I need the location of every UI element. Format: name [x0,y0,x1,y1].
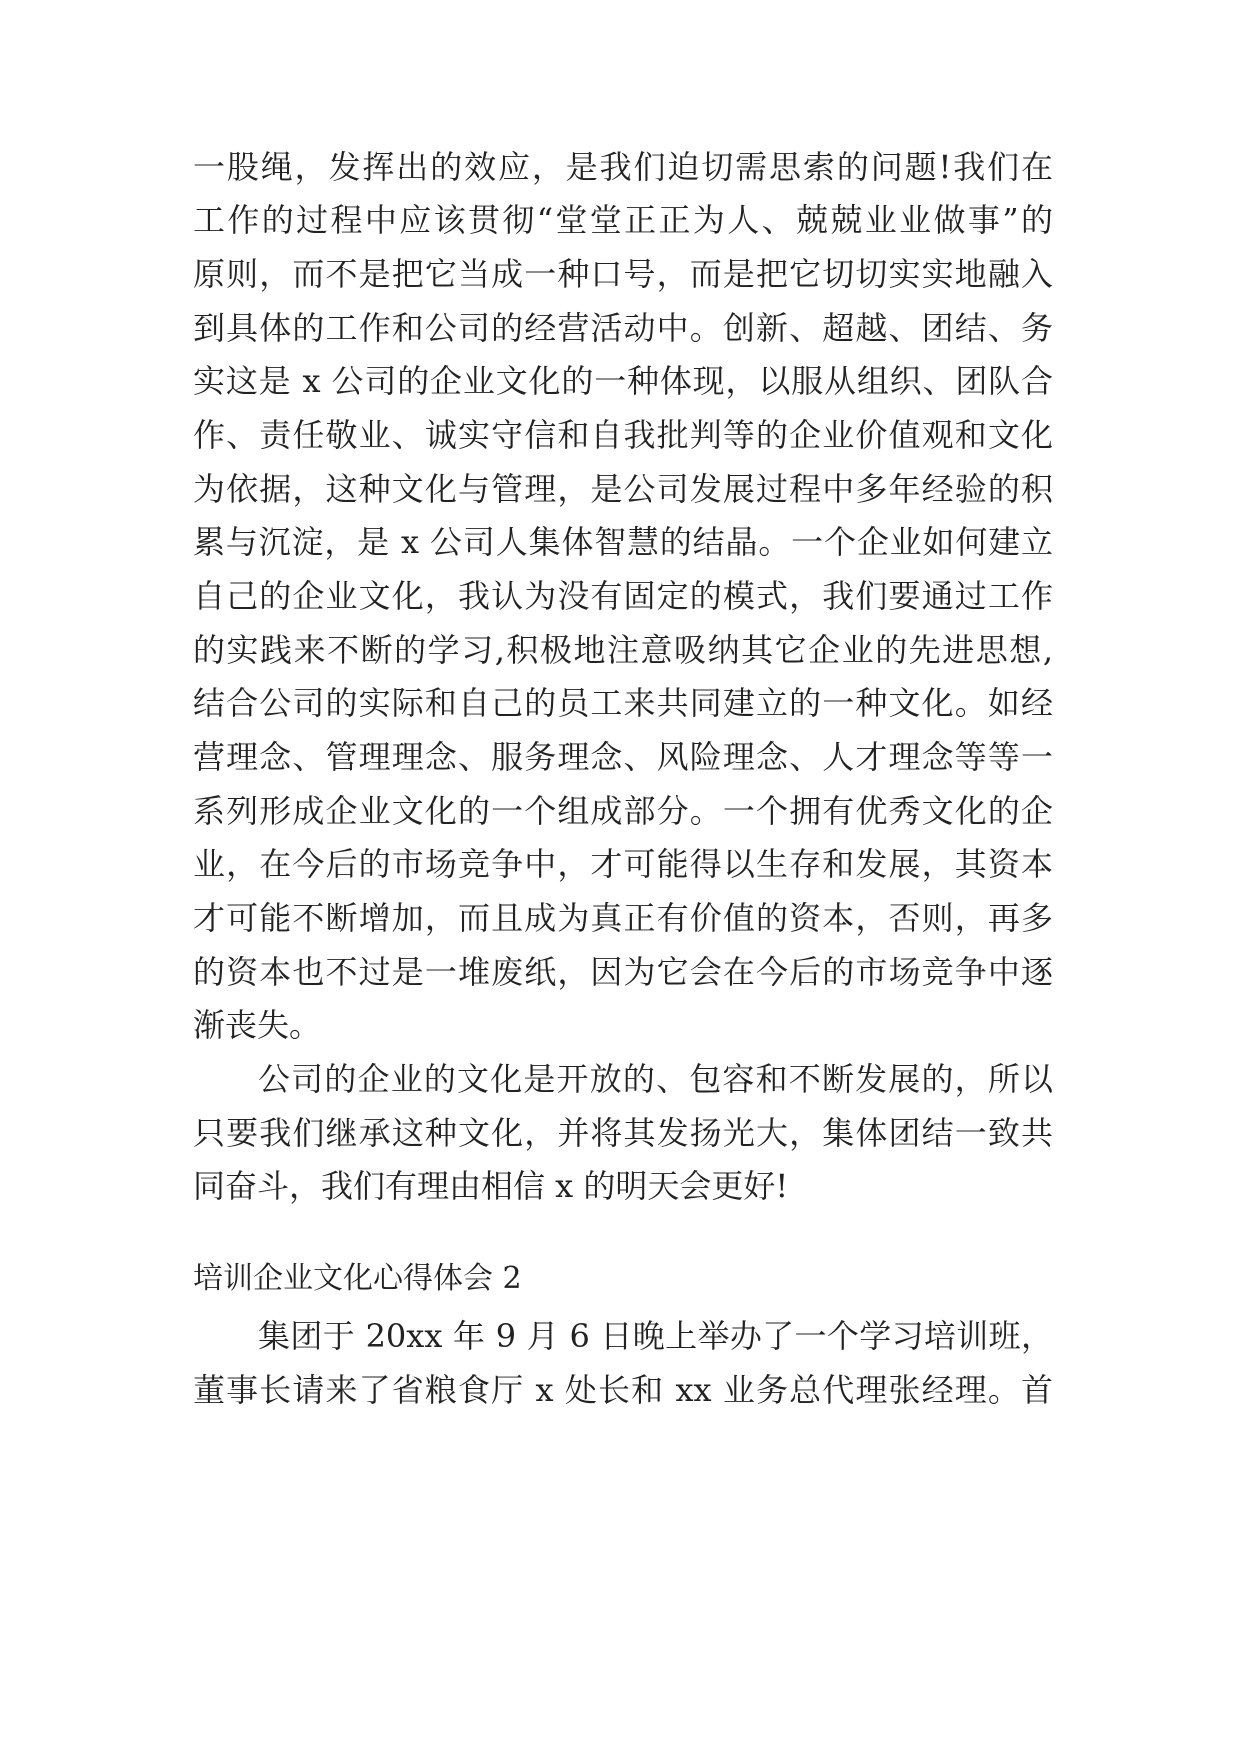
text-line: 工作的过程中应该贯彻“堂堂正正为人、兢兢业业做事”的 [193,201,1053,239]
text-line: 原则，而不是把它当成一种口号，而是把它切切实实地融入 [193,255,1053,293]
text-line: 业，在今后的市场竞争中，才可能得以生存和发展，其资本 [193,845,1053,883]
section-title: 培训企业文化心得体会 2 [193,1261,522,1296]
text-line: 渐丧失。 [193,1006,322,1044]
text-line: 公司的企业的文化是开放的、包容和不断发展的，所以 [258,1060,1053,1098]
text-line: 集团于 20xx 年 9 月 6 日晚上举办了一个学习培训班， [258,1317,1053,1355]
text-line: 作、责任敬业、诚实守信和自我批判等的企业价值观和文化 [193,416,1053,454]
text-line: 才可能不断增加，而且成为真正有价值的资本，否则，再多 [193,899,1053,937]
text-line: 营理念、管理理念、服务理念、风险理念、人才理念等等一 [193,738,1053,776]
text-line: 董事长请来了省粮食厅 x 处长和 xx 业务总代理张经理。首 [193,1371,1053,1409]
text-line: 的资本也不过是一堆废纸，因为它会在今后的市场竞争中逐 [193,953,1053,991]
text-line: 到具体的工作和公司的经营活动中。创新、超越、团结、务 [193,309,1053,347]
text-line: 系列形成企业文化的一个组成部分。一个拥有优秀文化的企 [193,792,1053,830]
text-line: 结合公司的实际和自己的员工来共同建立的一种文化。如经 [193,684,1053,722]
text-line: 为依据，这种文化与管理，是公司发展过程中多年经验的积 [193,470,1053,508]
text-line: 自己的企业文化，我认为没有固定的模式，我们要通过工作 [193,577,1053,615]
text-line: 实这是 x 公司的企业文化的一种体现，以服从组织、团队合 [193,362,1053,400]
text-line: 的实践来不断的学习,积极地注意吸纳其它企业的先进思想, [193,631,1053,669]
text-line: 只要我们继承这种文化，并将其发扬光大，集体团结一致共 [193,1114,1053,1152]
text-line: 一股绳，发挥出的效应，是我们迫切需思索的问题!我们在 [193,148,1053,186]
text-line: 累与沉淀，是 x 公司人集体智慧的结晶。一个企业如何建立 [193,523,1053,561]
text-line: 同奋斗，我们有理由相信 x 的明天会更好! [193,1167,789,1205]
